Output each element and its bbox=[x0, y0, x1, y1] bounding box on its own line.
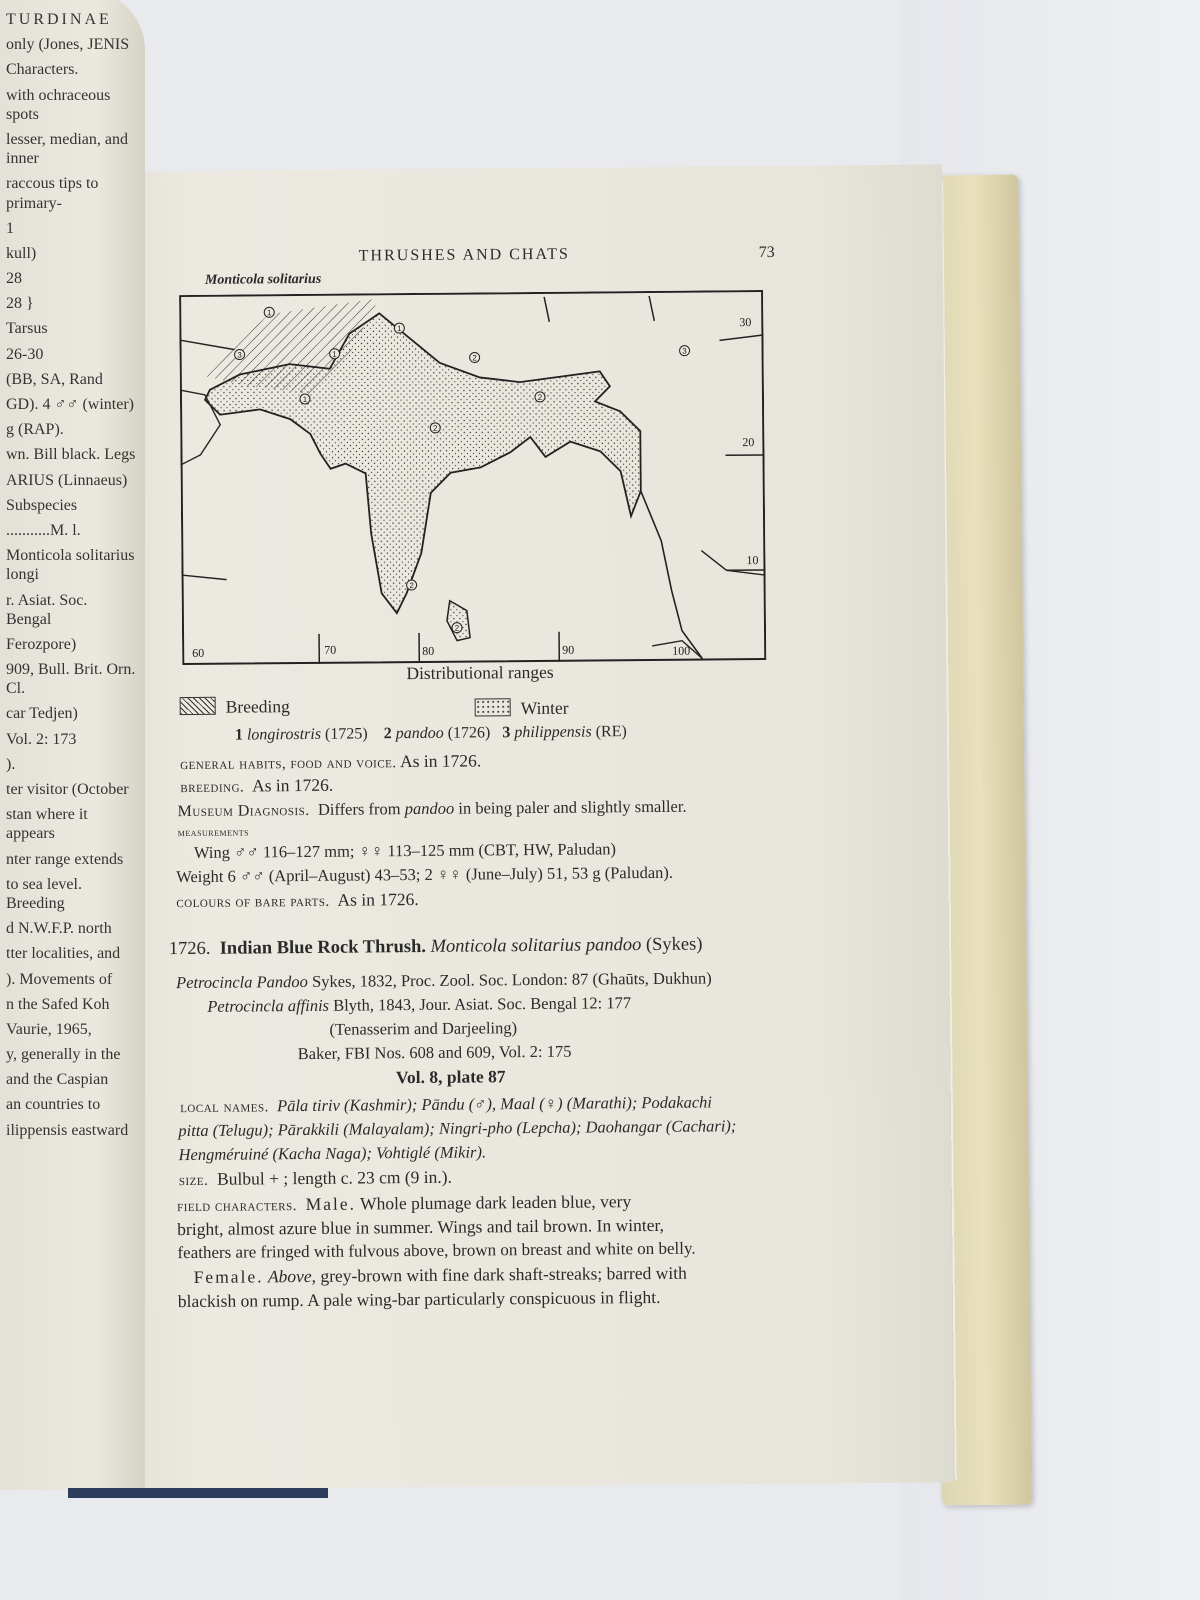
book-spine bbox=[68, 1488, 328, 1498]
left-page bbox=[0, 0, 145, 1490]
left-page-text: 26-30 bbox=[6, 345, 44, 363]
region-marker-1: 1 bbox=[332, 349, 337, 359]
left-page-text: Vol. 2: 173 bbox=[6, 730, 77, 748]
region-marker-2: 2 bbox=[537, 392, 543, 402]
left-page-text: Subspecies bbox=[6, 496, 78, 514]
left-page-text: stan where it appears bbox=[6, 806, 88, 843]
map-caption: Distributional ranges bbox=[406, 661, 554, 684]
right-page bbox=[72, 164, 953, 1490]
left-page-text: car Tedjen) bbox=[6, 705, 78, 723]
region-marker-2: 2 bbox=[409, 581, 414, 591]
longitude-tick-90: 90 bbox=[562, 642, 575, 657]
local-names-3: Hengméruiné (Kacha Naga); Vohtiglé (Mikir). bbox=[178, 1142, 487, 1165]
left-page-text: only (Jones, JENIS bbox=[6, 36, 130, 54]
left-page-text: ). bbox=[6, 755, 16, 773]
left-page-text: GD). 4 ♂♂ (winter) bbox=[6, 396, 134, 413]
baker-reference: Baker, FBI Nos. 608 and 609, Vol. 2: 175 bbox=[297, 1041, 572, 1064]
field-characters-1: field characters. Male. Whole plumage dark leaden blue, very bbox=[176, 1191, 632, 1216]
left-page-text: 28 bbox=[6, 270, 22, 288]
region-marker-3: 3 bbox=[237, 350, 242, 360]
left-page-text: to sea level. Breeding bbox=[6, 875, 82, 912]
size-line: size. Bulbul + ; length c. 23 cm (9 in.). bbox=[178, 1166, 453, 1190]
distribution-map bbox=[179, 290, 766, 667]
longitude-tick-70: 70 bbox=[324, 642, 337, 657]
region-marker-1: 1 bbox=[266, 308, 272, 318]
plate-reference: Vol. 8, plate 87 bbox=[395, 1066, 506, 1088]
running-title: THRUSHES AND CHATS bbox=[358, 245, 570, 265]
left-page-text: ter visitor (October bbox=[6, 781, 129, 798]
left-page-text: TURDINAE bbox=[6, 11, 112, 28]
left-page-text: 1 bbox=[6, 219, 14, 237]
left-page-text: Ferozpore) bbox=[6, 635, 77, 653]
left-page-text: lesser, median, and inner bbox=[6, 130, 128, 168]
left-page-text: ilippensis eastward bbox=[6, 1121, 129, 1139]
left-page-text: ). Movements of bbox=[6, 970, 113, 988]
synonym-2-locality: (Tenasserim and Darjeeling) bbox=[329, 1018, 518, 1039]
left-page-text: ...........M. l. bbox=[6, 521, 81, 539]
field-characters-3: feathers are fringed with fulvous above, brown on breast and white on belly. bbox=[177, 1238, 696, 1263]
region-marker-2: 2 bbox=[432, 423, 438, 433]
breeding-line: breeding. As in 1726. bbox=[180, 774, 334, 797]
left-page-text: wn. Bill black. Legs bbox=[6, 446, 136, 464]
entry-title: 1726. Indian Blue Rock Thrush. Monticola solitarius pandoo (Sykes) bbox=[168, 934, 703, 960]
left-page-text: 28 } bbox=[6, 295, 34, 313]
latitude-tick-20: 20 bbox=[742, 435, 755, 450]
coastline-east bbox=[641, 491, 702, 660]
latitude-tick-30: 30 bbox=[739, 315, 752, 330]
left-page-text: (BB, SA, Rand bbox=[6, 370, 103, 388]
left-page-text: n the Safed Koh bbox=[6, 995, 110, 1013]
left-page-text: r. Asiat. Soc. Bengal bbox=[6, 591, 88, 628]
left-page-text: Characters. bbox=[6, 61, 79, 79]
region-marker-1: 1 bbox=[397, 324, 402, 334]
habits-line: general habits, food and voice. As in 1726. bbox=[180, 750, 482, 774]
left-page-text: and the Caspian bbox=[6, 1071, 109, 1089]
field-characters-5: blackish on rump. A pale wing-bar particularly conspicuous in flight. bbox=[177, 1286, 661, 1312]
sri-lanka bbox=[447, 601, 470, 641]
region-marker-3: 3 bbox=[682, 346, 687, 356]
map-species-label: Monticola solitarius bbox=[204, 271, 322, 288]
dots-swatch-icon bbox=[475, 698, 511, 716]
region-marker-1: 1 bbox=[302, 394, 308, 404]
left-page-text: with ochraceous spots bbox=[6, 86, 111, 123]
subspecies-key: 1 longirostris (1725) 2 pandoo (1726) 3 philippensis (RE) bbox=[234, 723, 627, 744]
legend-breeding: Breeding bbox=[180, 696, 290, 718]
wing-line: Wing ♂♂ 116–127 mm; ♀♀ 113–125 mm (CBT, HW, Paludan) bbox=[193, 839, 617, 862]
page-number: 73 bbox=[758, 243, 775, 262]
synonym-2: Petrocincla affinis Blyth, 1843, Jour. Asiat. Soc. Bengal 12: 177 bbox=[207, 993, 632, 1016]
hatch-swatch-icon bbox=[180, 697, 216, 715]
left-page-text: Monticola solitarius longi bbox=[6, 547, 135, 584]
region-marker-2: 2 bbox=[472, 353, 477, 363]
weight-line: Weight 6 ♂♂ (April–August) 43–53; 2 ♀♀ (June–July) 51, 53 g (Paludan). bbox=[176, 862, 674, 887]
local-names-2: pitta (Telugu); Pārakkili (Malayalam); Ningri-pho (Lepcha); Daohangar (Cachari); bbox=[178, 1116, 737, 1141]
measurements-label: measurements bbox=[177, 824, 250, 840]
left-page-text: y, generally in the bbox=[6, 1046, 121, 1064]
longitude-tick-80: 80 bbox=[422, 643, 435, 658]
left-page-text: ARIUS (Linnaeus) bbox=[6, 471, 128, 489]
longitude-tick-100: 100 bbox=[672, 643, 691, 658]
left-page-text: tter localities, and bbox=[6, 945, 121, 963]
longitude-tick-60: 60 bbox=[192, 645, 205, 660]
field-characters-2: bright, almost azure blue in summer. Wings and tail brown. In winter, bbox=[177, 1214, 665, 1240]
colours-line: colours of bare parts. As in 1726. bbox=[176, 889, 419, 912]
left-page-text: d N.W.F.P. north bbox=[6, 920, 112, 938]
museum-line: Museum Diagnosis. Differs from pandoo in being paler and slightly smaller. bbox=[177, 796, 687, 821]
local-names-1: local names. Pāla tiriv (Kashmir); Pāndu (♂), Maal (♀) (Marathi); Podakachi bbox=[180, 1092, 713, 1117]
left-page-text: nter range extends bbox=[6, 850, 124, 868]
left-page-text: an countries to bbox=[6, 1096, 101, 1114]
synonym-1: Petrocincla Pandoo Sykes, 1832, Proc. Zool. Soc. London: 87 (Ghaūts, Dukhun) bbox=[175, 968, 712, 993]
region-marker-2: 2 bbox=[454, 623, 460, 633]
left-page-text: g (RAP). bbox=[6, 421, 64, 439]
left-page-text: Tarsus bbox=[6, 320, 48, 338]
left-page-text: raccous tips to primary- bbox=[6, 175, 99, 212]
left-page-text: 909, Bull. Brit. Orn. Cl. bbox=[6, 661, 136, 698]
left-page-text: Vaurie, 1965, bbox=[6, 1020, 92, 1038]
latitude-tick-10: 10 bbox=[746, 553, 759, 568]
legend-winter: Winter bbox=[475, 698, 569, 720]
field-characters-4: Female. Above, grey-brown with fine dark shaft-streaks; barred with bbox=[193, 1262, 687, 1287]
left-page-text: kull) bbox=[6, 244, 37, 262]
